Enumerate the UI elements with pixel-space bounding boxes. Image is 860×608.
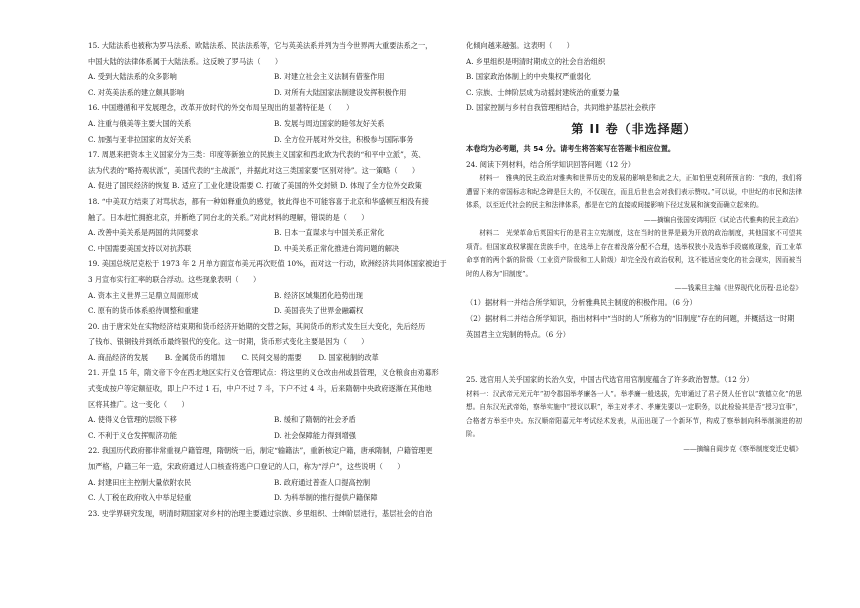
- text-line: 18. “中美双方结束了对骂状态，都有一种如释重负的感觉，彼此得也不可能容喜于北京和华盛顿互相没有接: [88, 196, 429, 206]
- right-column: [466, 38, 802, 456]
- text-line: 3 月宣布实行汇率的联合浮动。这些现象表明（ ）: [88, 274, 261, 284]
- options-row: [88, 412, 460, 428]
- text-line: 23. 史学界研究发现，明清时期国家对乡村的治理主要通过宗族、乡里组织、士绅阶层进行，基层社会的自治: [88, 508, 433, 518]
- q25-material-1-source: ——摘编自阎步克《察举制度变迁史稿》: [683, 445, 802, 454]
- text-line: 22. 我国历代政府都非常重视户籍管理，隋朝统一后，制定“输籍法”，重新核定户籍，唐承隋制，户籍管理更: [88, 446, 433, 456]
- text-line: 了钱布、银铜钱并到纸币最终银代的变化。这一时期，货币形式变化主要是因为（ ）: [88, 337, 369, 347]
- text-line: 17. 周恩来把资本主义国家分为三类：印度等新独立的民族主义国家和西北欧为代表的“和平中立派”，英、: [88, 150, 426, 160]
- options-row: [88, 303, 460, 319]
- text-line: B. 国家政治体制上的中央集权严重弱化: [466, 72, 591, 82]
- options-row: [88, 116, 460, 132]
- text-line: D. 国家控制与乡村自我管理相结合，共同维护基层社会秩序: [466, 103, 656, 113]
- options-row: [88, 85, 460, 101]
- options-row: [88, 132, 460, 148]
- q25-heading: 25. 选官用人关乎国家的长治久安，中国古代选官用官制度蕴含了许多政治智慧。（12 分）: [466, 375, 754, 385]
- option-text: B. 发展与周边国家的睦邻友好关系: [274, 118, 385, 128]
- text-line: 化倾向越来越强。这表明（ ）: [466, 41, 574, 50]
- answer-space: [466, 342, 802, 372]
- option-text: A. 封建田庄主控制大量依附农民: [88, 477, 192, 487]
- option-text: B. 日本一直谋求与中国关系正常化: [274, 228, 385, 238]
- option-text: D. 中美关系正常化推进台湾问题的解决: [274, 243, 400, 253]
- q24-heading: 24. 阅读下列材料，结合所学知识回答问题（12 分）: [466, 159, 635, 169]
- options-row: [88, 241, 460, 257]
- text-line: A. 乡里组织是明清时期成立的社会自治组织: [466, 56, 606, 66]
- option-text: B. 政府通过普查人口提高控制: [274, 477, 371, 487]
- option-text: C. 人丁税在政府收入中举足轻重: [88, 493, 192, 503]
- option-text: A. 资本主义世界三足鼎立局面形成: [88, 290, 199, 300]
- options-row: [88, 288, 460, 304]
- q25-material-1: 材料一：汉武帝元光元年“初令郡国举孝廉各一人”。举孝廉一般选拔，先审通过了君子贤人任官以“敦德立化”的思想。自东汉光武帝始，察举实施中“授议以职”，举主对孝才、孝廉先要以一定职务，以此检验其是否“授习宜事”，合格者方举至中央。东汉顺帝阳嘉元年考试经术发表，从而出现了一个新环节，构成了察举制向科举制演进的初阶。: [466, 389, 802, 439]
- option-text: B. 对建立社会主义法制有借鉴作用: [274, 72, 385, 82]
- option-text: D. 美国丧失了世界金融霸权: [274, 306, 364, 316]
- q24-question-2-line-1: （2）据材料二并结合所学知识，指出材料中“当时的人”所称为的“旧制度”存在的问题，并概括这一时期: [466, 313, 795, 323]
- options-row: [88, 475, 460, 491]
- text-line: C. 宗族、士绅阶层成为动摇封建统治的重要力量: [466, 87, 620, 97]
- text-line: A. 促进了国民经济的恢复 B. 适应了工业化建设需要 C. 打破了美国的外交封锁 D. 体现了全方位外交政策: [88, 181, 422, 191]
- text-line: 触了。日本赶忙拥抱北京，并断绝了同台北的关系。”对此材料的理解，错误的是（ ）: [88, 212, 369, 222]
- options-row: [88, 69, 460, 85]
- option-text: D. 全方位开展对外交往，积极参与国际事务: [274, 134, 414, 144]
- text-line: 15. 大陆法系也被称为罗马法系、欧陆法系、民法法系等，它与英美法系并列为当今世界两大重要法系之一，: [88, 41, 433, 50]
- text-line: 16. 中国遵循和平发展理念，改革开放时代的外交布局呈现出的显著特征是（ ）: [88, 103, 354, 113]
- option-text: D. 为科举制的推行提供户籍保障: [274, 493, 378, 503]
- text-line: 式变成按户等定额征收，即上户不过 1 石，中户不过 7 斗，下户不过 4 斗，后来隋朝中央政府逐渐在其他地: [88, 384, 432, 394]
- q24-material-2: 材料二 光荣革命后英国实行的是君主立宪制度，这在当时的世界是最为开放的政治制度，其他国家不可望其项背。但国家政权掌握在贵族手中，在选举上存在着没落分配不合理，选举权狭小及选举手段腐败现象，而工业革命享育的两个新的阶级（工业资产阶级和工人阶级）却完全没有政治权利，这不能适应变化的社会现实，因而被当时的人称为“旧制度”。: [466, 228, 802, 278]
- option-text: B. 缓和了隋朝的社会矛盾: [274, 415, 356, 425]
- q24-material-1-source: ——摘编自张国安鸿明臣《试论古代雅典的民主政治》: [643, 215, 802, 224]
- option-text: A. 受到大陆法系的众多影响: [88, 72, 177, 82]
- option-text: C. 不利于义仓发挥赈济功能: [88, 430, 177, 440]
- text-line: 19. 美国总统尼克松于 1973 年 2 月单方面宣布美元再次贬值 10%，而对这一行动，欧洲经济共同体国家被迫于: [88, 259, 447, 269]
- option-text: D. 对所有大陆国家法制建设发挥积极作用: [274, 87, 407, 97]
- option-text: C. 加强与亚非拉国家的友好关系: [88, 134, 192, 144]
- options-row: [88, 428, 460, 444]
- left-column: [88, 38, 460, 521]
- q24-material-1: 材料一 雅典的民主政治对雅典和世界历史的发展的影响是和此之大，正如怕里克利所预言的：“我的，我们将遭留下来的帝国标志和纪念碑是巨大的，不仅现在，而且后世也会对我们表示赞叹。”可以说，中世纪的市民和法律体系，以至近代社会的民主和法律体系，都是在它的直接或间接影响下径过发展和演变而确立起来的。: [466, 174, 802, 210]
- options-row: [88, 225, 460, 241]
- q23-options: [466, 38, 802, 116]
- text-line: 21. 开皇 15 年，隋文帝下令在西北地区实行义仓管理试点：将这里的义仓改由州或县管理，义仓粮食由劝募形: [88, 368, 439, 378]
- option-text: C. 原有的货币体系亟待调整和重建: [88, 306, 199, 316]
- text-line: 20. 由于唐宋处在实物经济结束期和货币经济开始期的交替之际，其间货币的形式发生巨大变化，先后经历: [88, 321, 426, 331]
- text-line: A. 商品经济的发展 B. 金属货币的增加 C. 民间交易的需要 D. 国家税制的改革: [88, 352, 379, 362]
- option-text: C. 对英美法系的建立颇具影响: [88, 87, 185, 97]
- q24-material-2-source: ——钱乘旦主编《世界现代化历程·总论卷》: [674, 284, 802, 293]
- q24-question-1: （1）据材料一并结合所学知识，分析雅典民主制度的积极作用。（6 分）: [466, 298, 697, 308]
- option-text: A. 注重与俄美等主要大国的关系: [88, 118, 192, 128]
- text-line: 区将其推广。这一变化（ ）: [88, 399, 189, 409]
- options-row: [88, 490, 460, 506]
- option-text: C. 中国需要美国支持以对抗苏联: [88, 243, 192, 253]
- part2-title: 第 II 卷（非选择题）: [571, 121, 697, 136]
- q24-question-2-line-2: 英国君主立宪制的特点。（6 分）: [466, 329, 570, 339]
- option-text: A. 使得义仓管理的层级下移: [88, 415, 177, 425]
- text-line: 法为代表的“略持观状派”，美国代表的“主战派”，并据此对这三类国家要“区别对待”。这一策略（ ）: [88, 165, 420, 175]
- option-text: B. 经济区域集团化趋势出现: [274, 290, 363, 300]
- option-text: D. 社会保障能力得到增强: [274, 430, 356, 440]
- option-text: A. 改善中美关系是两国的共同要求: [88, 228, 199, 238]
- part2-note: 本卷均为必考题，共 54 分。请考生将答案写在答题卡相应位置。: [466, 143, 676, 153]
- text-line: 中国大陆的法律体系属于大陆法系。这反映了罗马法（ ）: [88, 56, 283, 66]
- text-line: 加严格，户籍三年一造，宋政府通过人口核查将逃户口登记的人口，称为“浮户”，这些说明（ ）: [88, 462, 405, 472]
